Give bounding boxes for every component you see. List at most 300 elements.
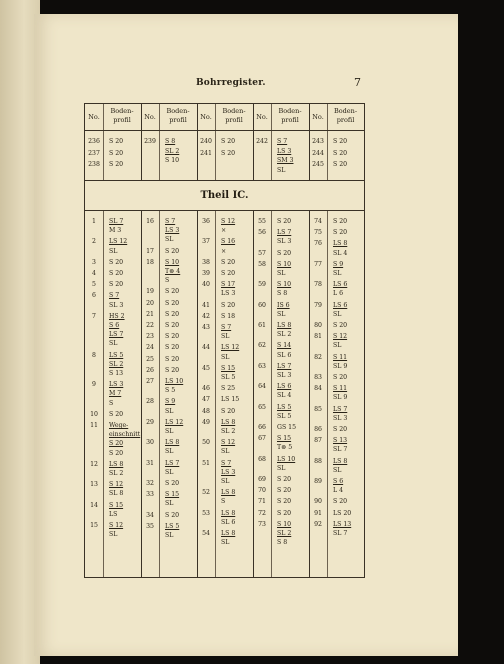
bore-number: 89 [314,478,322,485]
soil-profile-entry: S 12 [221,218,236,225]
bore-number: 15 [90,522,98,529]
soil-profile-entry: S 20 [165,355,180,363]
soil-profile-entry: S 10 [277,520,292,528]
column-rule [159,104,160,577]
section-title: Theil IC. [200,190,249,201]
soil-profile-entry: SL [109,340,118,348]
bore-number: 18 [146,258,154,266]
bore-number: 88 [314,457,322,465]
column-rule [271,104,272,577]
soil-profile-entry: LS 12 [165,418,184,426]
bore-number: 75 [314,229,322,237]
bore-number: 62 [258,342,266,350]
bore-number: 244 [312,149,324,157]
soil-profile-entry: S 20 [277,218,292,225]
soil-profile-entry: SL [333,342,342,350]
soil-profile-entry: LS 3 [109,381,124,389]
soil-profile-entry: S 20 [333,149,348,157]
soil-profile-entry: SL [109,531,118,539]
bore-number: 8 [92,351,96,359]
soil-profile-entry: S [165,277,170,285]
soil-profile-entry: LS 10 [277,455,296,463]
header-bodenprofil: Boden- profil [333,107,358,124]
soil-profile-entry: SL 6 [277,351,292,359]
soil-profile-entry: Wege- [109,422,129,429]
bore-number: 83 [314,374,322,381]
bore-number: 81 [314,333,322,341]
soil-profile-entry: LS 12 [221,344,240,352]
soil-profile-entry: SL 7 [109,218,124,225]
soil-profile-entry: S 15 [109,501,124,509]
bore-number: 42 [202,312,210,320]
soil-profile-entry: SL [333,310,342,318]
bore-number: 48 [202,407,210,415]
soil-profile-entry: SL 4 [277,392,292,400]
row-rule [85,180,364,181]
soil-profile-entry: S 20 [109,270,124,277]
soil-profile-entry: GS 15 [277,424,297,431]
soil-profile-entry: IS 6 [277,301,290,309]
soil-profile-entry: S 6 [109,322,120,329]
bore-number: 82 [314,353,322,361]
soil-profile-entry: einschnitt [109,431,141,439]
soil-profile-entry: S 20 [165,366,180,374]
bore-number: 77 [314,260,322,268]
soil-profile-entry: LS 7 [165,459,180,467]
soil-profile-entry: S 10 [165,258,180,266]
bore-number: 41 [202,301,210,309]
soil-profile-entry: S 15 [221,364,236,372]
soil-profile-entry: LS 8 [165,439,180,447]
soil-profile-entry: S 15 [165,491,180,499]
soil-profile-entry: S 20 [277,498,292,506]
soil-profile-entry: S 13 [109,370,124,377]
soil-profile-entry: S 8 [277,539,288,547]
soil-profile-entry: S 20 [109,258,124,266]
soil-profile-entry: × [221,247,227,255]
soil-profile-entry: S 20 [277,487,292,495]
soil-profile-entry: SL 3 [277,238,292,246]
soil-profile-entry: LS 5 [277,403,292,411]
bore-number: 69 [258,476,266,483]
soil-profile-entry: S 16 [221,238,236,246]
bore-number: 47 [202,396,210,404]
bore-number: 74 [314,218,322,225]
bore-number: 76 [314,240,322,248]
soil-profile-entry: S [221,498,226,506]
soil-profile-entry: SL [165,428,174,435]
bore-number: 92 [314,520,322,528]
soil-profile-entry: LS 15 [221,396,240,404]
column-rule [253,104,254,577]
soil-profile-entry: S 20 [165,344,180,352]
soil-profile-entry: S 20 [109,440,124,448]
soil-profile-entry: LS 13 [333,520,352,528]
soil-profile-entry: S 12 [221,439,236,447]
soil-profile-entry: L 4 [333,487,344,495]
soil-profile-entry: S 20 [165,310,180,318]
soil-profile-entry: S 20 [165,480,180,487]
bore-number: 33 [146,491,154,499]
soil-profile-entry: SL [277,166,286,174]
soil-profile-entry: SL 9 [333,394,348,402]
soil-profile-entry: S 5 [165,387,176,395]
soil-profile-entry: SL [333,466,342,474]
soil-profile-entry: HS 2 [109,312,125,320]
soil-profile-entry: S 20 [109,161,124,168]
soil-profile-entry: S 12 [333,333,348,341]
bore-number: 239 [144,138,156,145]
bore-number: 25 [146,355,154,363]
bore-number: 70 [258,487,266,495]
soil-profile-entry: SL [221,353,230,361]
soil-profile-entry: SL [165,500,174,508]
bore-number: 66 [258,424,266,431]
soil-profile-entry: LS 8 [221,509,236,517]
bore-number: 44 [202,344,210,352]
bore-number: 245 [312,161,324,168]
soil-profile-entry: M 3 [109,227,122,235]
soil-profile-entry: LS 8 [221,418,236,426]
soil-profile-entry: S 12 [109,481,124,489]
bore-number: 43 [202,324,210,331]
bore-number: 26 [146,366,154,374]
soil-profile-entry: S 15 [277,435,292,443]
bore-number: 45 [202,364,210,372]
header-bodenprofil: Boden- profil [110,107,134,124]
bore-number: 37 [202,238,210,246]
soil-profile-entry: S 10 [277,260,292,268]
bore-number: 6 [92,292,96,300]
bore-number: 29 [146,418,154,426]
bore-number: 1 [92,218,96,225]
bore-number: 236 [88,138,100,145]
soil-profile-entry: S 20 [221,270,236,277]
soil-profile-entry: S 20 [109,410,124,418]
soil-profile-entry: S 20 [165,322,180,329]
soil-profile-entry: SL [165,407,174,415]
soil-profile-entry: S 20 [333,161,348,168]
column-rule [327,104,328,577]
bore-number: 61 [258,322,266,329]
soil-profile-entry: T⊜ 5 [277,444,293,452]
bore-number: 55 [258,218,266,225]
bore-number: 13 [90,481,98,489]
soil-profile-entry: S 20 [221,149,236,157]
bore-number: 17 [146,247,154,255]
bore-number: 238 [88,161,100,168]
bore-number: 36 [202,218,210,225]
soil-profile-entry: S 10 [165,157,180,164]
soil-profile-entry: S 20 [165,333,180,341]
bore-number: 49 [202,418,210,426]
soil-profile-entry: SL [277,464,286,472]
bore-number: 64 [258,383,266,391]
soil-profile-entry: SL 8 [109,490,124,498]
bore-number: 22 [146,322,154,329]
soil-profile-entry: S 7 [277,138,288,145]
soil-profile-entry: SL 5 [221,374,236,381]
running-head: Bohrregister. [196,78,266,88]
bore-number: 57 [258,249,266,257]
soil-profile-entry: SL [277,310,286,318]
bore-number: 84 [314,385,322,393]
bore-number: 242 [256,138,268,145]
bore-number: 10 [90,410,98,418]
soil-profile-entry: S 20 [333,498,348,506]
bore-number: 46 [202,385,210,393]
soil-profile-entry: S 20 [333,426,348,433]
soil-profile-entry: SL 2 [165,147,180,155]
soil-profile-entry: LS 6 [333,281,348,289]
soil-profile-entry: SL [221,478,230,485]
soil-profile-entry: S 20 [109,449,124,457]
bore-number: 21 [146,310,154,318]
bore-number: 31 [146,459,154,467]
soil-profile-entry: S 6 [333,478,344,485]
soil-profile-entry: LS 7 [277,229,292,237]
soil-profile-entry: LS 7 [333,405,348,413]
soil-profile-entry: S 7 [109,292,120,300]
soil-profile-entry: S 25 [221,385,236,393]
bore-number: 54 [202,530,210,537]
page-number: 7 [354,76,361,89]
soil-profile-entry: SL 2 [277,530,292,537]
bore-number: 7 [92,312,96,320]
soil-profile-entry: S 9 [333,260,344,268]
row-rule [85,210,364,211]
bore-number: 67 [258,435,266,443]
soil-profile-entry: S [109,399,114,407]
soil-profile-entry: S 11 [333,353,348,361]
soil-profile-entry: S 20 [221,407,236,415]
soil-profile-entry: LS 8 [109,460,124,468]
bore-number: 90 [314,498,322,506]
soil-profile-entry: LS 7 [277,362,292,370]
soil-profile-entry: LS 3 [221,468,236,476]
bore-number: 27 [146,378,154,385]
bore-number: 60 [258,301,266,309]
bore-number: 3 [92,258,96,266]
soil-profile-entry: SL 4 [333,249,348,257]
soil-profile-entry: LS [109,510,118,518]
header-no: No. [144,113,156,121]
soil-profile-entry: LS 5 [109,351,124,359]
bore-number: 32 [146,480,154,487]
soil-profile-entry: LS 10 [165,378,184,385]
soil-profile-entry: LS 8 [221,489,236,497]
soil-profile-entry: S 20 [333,229,348,237]
bore-number: 241 [200,149,212,157]
soil-profile-entry: S 7 [221,459,232,467]
soil-profile-entry: LS 8 [221,530,236,537]
soil-profile-entry: S 20 [221,138,236,145]
soil-profile-entry: LS 6 [277,383,292,391]
bore-number: 35 [146,522,154,530]
soil-profile-entry: LS 3 [221,290,236,298]
soil-profile-entry: SL 9 [333,362,348,370]
bore-number: 34 [146,511,154,519]
bore-number: 63 [258,362,266,370]
soil-profile-entry: LS 3 [277,147,292,155]
bore-number: 240 [200,138,212,145]
column-rule [215,104,216,577]
soil-profile-entry: S 20 [109,149,124,157]
soil-profile-entry: SL [109,247,118,255]
soil-profile-entry: SM 3 [277,157,294,164]
bore-number: 56 [258,229,266,237]
soil-profile-entry: SL [277,270,286,277]
soil-profile-entry: SL 2 [109,470,124,477]
soil-profile-entry: LS 8 [277,322,292,329]
bore-number: 20 [146,299,154,307]
bore-number: 14 [90,501,98,509]
bore-number: 243 [312,138,324,145]
soil-profile-entry: LS 8 [333,240,348,248]
column-rule [141,104,142,577]
soil-profile-entry: S 7 [165,218,176,225]
bore-number: 4 [92,270,96,277]
bore-number: 28 [146,398,154,406]
soil-profile-entry: SL 3 [277,372,292,379]
column-rule [309,104,310,577]
soil-profile-entry: S 20 [109,138,124,145]
row-rule [85,130,364,131]
soil-profile-entry: LS 20 [333,509,352,517]
soil-profile-entry: SL 2 [109,360,124,368]
bore-number: 5 [92,281,96,289]
bore-number: 78 [314,281,322,289]
soil-profile-entry: S 20 [333,218,348,225]
soil-profile-entry: S 7 [221,324,232,331]
soil-profile-entry: S 20 [277,476,292,483]
bore-number: 52 [202,489,210,497]
bore-number: 23 [146,333,154,341]
soil-profile-entry: S 20 [333,138,348,145]
soil-profile-entry: LS 5 [165,522,180,530]
soil-profile-entry: SL 7 [333,446,348,454]
bore-number: 73 [258,520,266,528]
soil-profile-entry: M 7 [109,390,122,398]
soil-profile-entry: S 14 [277,342,292,350]
soil-profile-entry: LS 7 [109,331,124,339]
column-rule [197,104,198,577]
soil-profile-entry: SL 3 [109,301,124,309]
soil-profile-entry: SL [165,448,174,456]
bore-number: 11 [90,422,98,429]
header-bodenprofil: Boden- profil [166,107,190,124]
soil-profile-entry: × [221,227,227,235]
soil-profile-entry: SL 7 [333,530,348,537]
bore-number: 12 [90,460,98,468]
soil-profile-entry: SL 6 [221,518,236,526]
soil-profile-entry: SL [165,236,174,244]
soil-profile-entry: SL [165,468,174,476]
soil-profile-entry: S 20 [109,281,124,289]
bore-number: 9 [92,381,96,389]
bore-number: 80 [314,322,322,329]
header-no: No. [88,113,100,121]
soil-profile-entry: S 20 [165,247,180,255]
soil-profile-entry: S 9 [165,398,176,406]
soil-profile-entry: SL 2 [277,331,292,339]
soil-profile-entry: S 11 [333,385,348,393]
bore-number: 72 [258,509,266,517]
header-bodenprofil: Boden- profil [222,107,246,124]
bore-number: 71 [258,498,266,506]
soil-profile-entry: S 12 [109,522,124,529]
bore-number: 19 [146,288,154,296]
header-no: No. [200,113,212,121]
bore-number: 79 [314,301,322,309]
soil-profile-entry: LS 12 [109,238,128,246]
bore-number: 65 [258,403,266,411]
bore-number: 38 [202,258,210,266]
soil-profile-entry: SL 2 [221,428,236,435]
header-bodenprofil: Boden- profil [278,107,302,124]
bore-number: 53 [202,509,210,517]
soil-profile-entry: S 8 [165,138,176,145]
soil-profile-entry: S 20 [277,249,292,257]
soil-profile-entry: S 20 [165,288,180,296]
soil-profile-entry: S 20 [333,322,348,329]
soil-profile-entry: S 20 [277,509,292,517]
bore-number: 24 [146,344,154,352]
header-no: No. [256,113,268,121]
bore-number: 237 [88,149,100,157]
bore-number: 2 [92,238,96,246]
soil-profile-entry: SL 3 [333,414,348,422]
soil-profile-entry: LS 3 [165,227,180,235]
bore-number: 59 [258,281,266,289]
column-rule [103,104,104,577]
soil-profile-entry: SL [221,333,230,341]
bore-number: 86 [314,426,322,433]
bore-number: 50 [202,439,210,447]
bore-number: 30 [146,439,154,447]
soil-profile-entry: S 10 [277,281,292,289]
soil-profile-entry: SL [221,539,230,547]
soil-profile-entry: SL [221,448,230,456]
soil-profile-entry: S 13 [333,437,348,445]
soil-profile-entry: S 20 [165,299,180,307]
bore-number: 58 [258,260,266,268]
soil-profile-entry: S 20 [165,511,180,519]
soil-profile-entry: S 20 [333,374,348,381]
bore-register-table [84,103,365,578]
soil-profile-entry: S 18 [221,312,236,320]
bore-number: 51 [202,459,210,467]
soil-profile-entry: S 20 [221,301,236,309]
bore-number: 68 [258,455,266,463]
bore-number: 87 [314,437,322,445]
bore-number: 16 [146,218,154,225]
soil-profile-entry: SL [333,270,342,277]
bore-number: 40 [202,281,210,289]
soil-profile-entry: S 20 [221,258,236,266]
bore-number: 91 [314,509,322,517]
soil-profile-entry: L 6 [333,290,344,298]
soil-profile-entry: LS 6 [333,301,348,309]
soil-profile-entry: S 8 [277,290,288,298]
soil-profile-entry: T⊜ 4 [165,268,181,275]
soil-profile-entry: SL [165,532,174,539]
soil-profile-entry: S 17 [221,281,236,289]
bore-number: 39 [202,270,210,277]
header-no: No. [312,113,324,121]
soil-profile-entry: LS 8 [333,457,348,465]
soil-profile-entry: SL 5 [277,412,292,420]
